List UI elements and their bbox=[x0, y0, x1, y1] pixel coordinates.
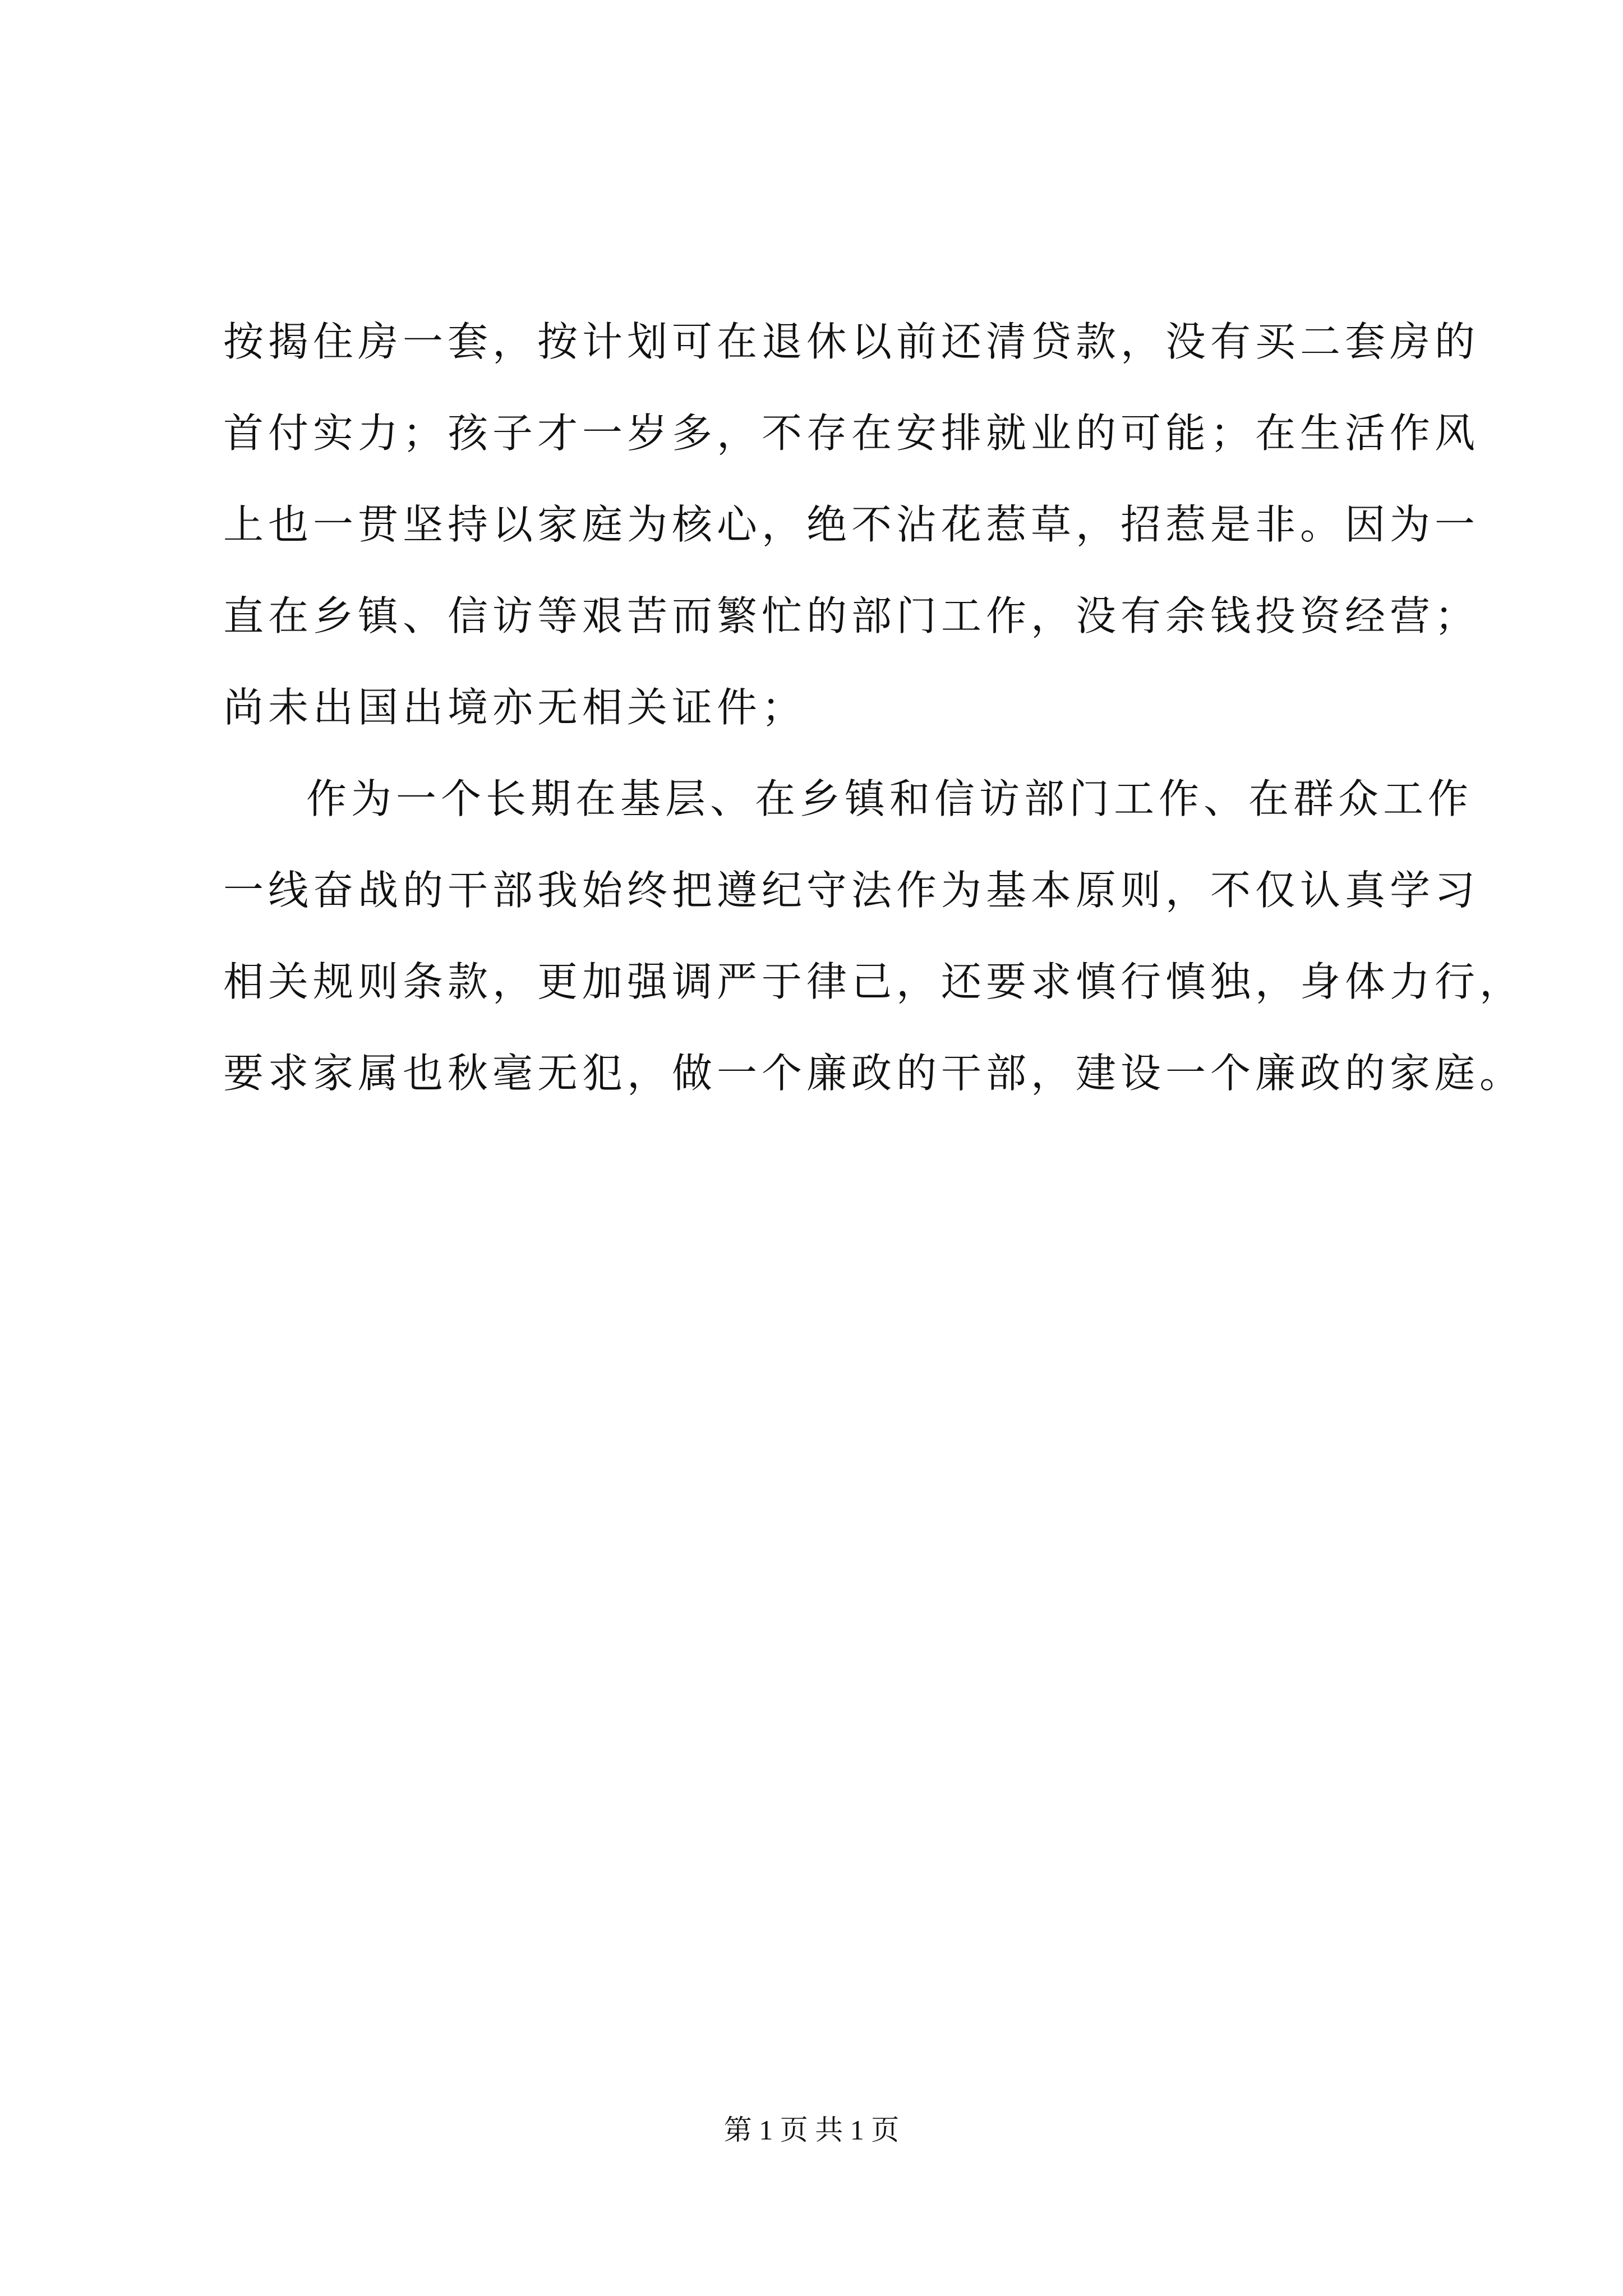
text-line: 一线奋战的干部我始终把遵纪守法作为基本原则，不仅认真学习 bbox=[223, 867, 1480, 914]
text-line: 直在乡镇、信访等艰苦而繁忙的部门工作，没有余钱投资经营； bbox=[223, 592, 1480, 639]
text-line-indented: 作为一个长期在基层、在乡镇和信访部门工作、在群众工作 bbox=[306, 775, 1473, 822]
page-number-footer: 第 1 页 共 1 页 bbox=[723, 2114, 900, 2146]
text-line: 相关规则条款，更加强调严于律己，还要求慎行慎独，身体力行， bbox=[223, 958, 1525, 1005]
document-body bbox=[223, 296, 1525, 1119]
text-line: 尚未出国出境亦无相关证件； bbox=[223, 684, 807, 731]
text-line: 按揭住房一套，按计划可在退休以前还清贷款，没有买二套房的 bbox=[223, 318, 1480, 365]
text-line: 要求家属也秋毫无犯，做一个廉政的干部，建设一个廉政的家庭。 bbox=[223, 1050, 1525, 1097]
text-line: 首付实力；孩子才一岁多，不存在安排就业的可能；在生活作风 bbox=[223, 409, 1480, 457]
text-line: 上也一贯坚持以家庭为核心，绝不沾花惹草，招惹是非。因为一 bbox=[223, 501, 1480, 548]
